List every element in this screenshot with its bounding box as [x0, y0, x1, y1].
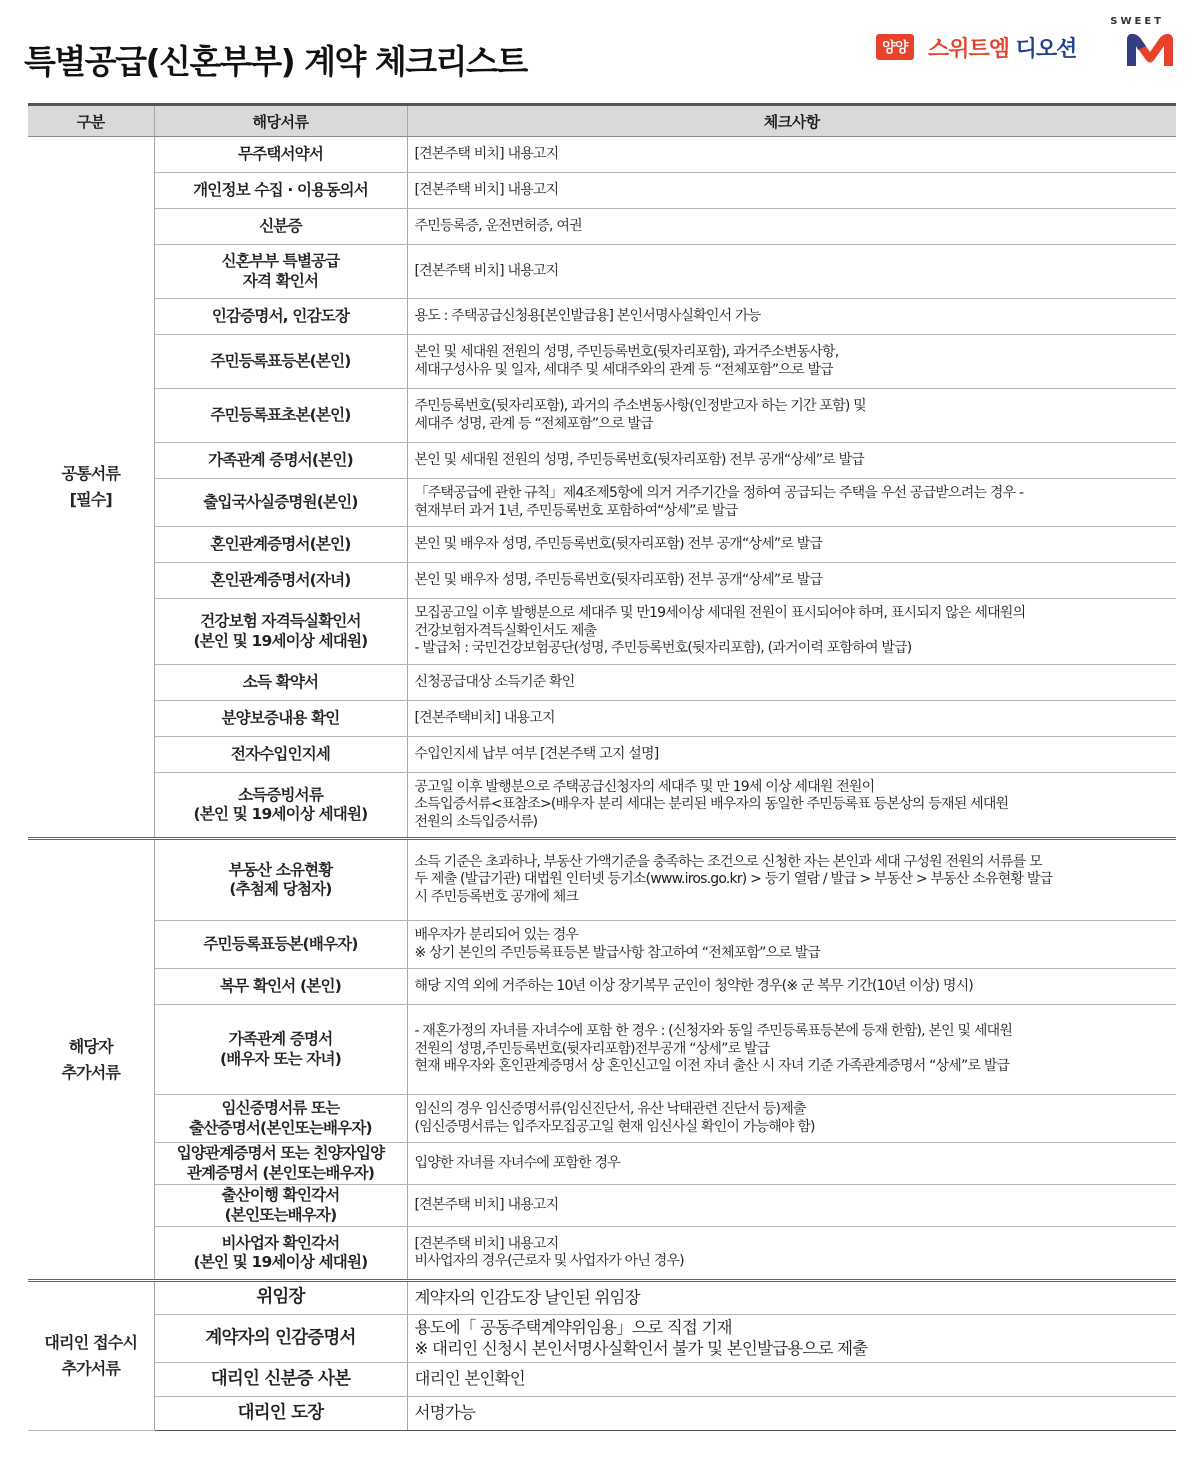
check-item: 주민등록번호(뒷자리포함), 과거의 주소변동사항(인정받고자 하는 기간 포함) 및 세대주 성명, 관계 등 “전체포함”으로 발급	[407, 389, 1176, 443]
check-item: 용도에「 공동주택계약위임용」으로 직접 기재 ※ 대리인 신청시 본인서명사실확인서 불가 및 본인발급용으로 제출	[407, 1315, 1176, 1363]
brand-name-part1: 스위트엠	[928, 37, 1016, 62]
check-item: 계약자의 인감도장 날인된 위임장	[407, 1281, 1176, 1315]
table-header-row	[28, 105, 1176, 137]
check-item: 본인 및 세대원 전원의 성명, 주민등록번호(뒷자리포함), 과거주소변동사항, 세대구성사유 및 일자, 세대주 및 세대주와의 관계 등 “전체포함”으로 발급	[407, 335, 1176, 389]
table-row	[28, 1315, 1176, 1363]
table-row	[28, 1185, 1176, 1227]
check-item: 임신의 경우 임신증명서류(임신진단서, 유산 낙태관련 진단서 등)제출 (임신증명서류는 입주자모집공고일 현재 임신사실 확인이 가능해야 함)	[407, 1095, 1176, 1143]
m-logo-icon	[1124, 30, 1176, 68]
check-item: 대리인 본인확인	[407, 1363, 1176, 1397]
header-document: 해당서류	[154, 105, 407, 137]
table-row	[28, 921, 1176, 969]
check-item: 입양한 자녀를 자녀수에 포함한 경우	[407, 1143, 1176, 1185]
brand-name	[928, 32, 1076, 63]
table-row	[28, 299, 1176, 335]
table-row	[28, 1143, 1176, 1185]
check-item: 공고일 이후 발행분으로 주택공급신청자의 세대주 및 만 19세 이상 세대원 전원이 소득입증서류<표참조>(배우자 분리 세대는 분리된 배우자의 동일한 주민등록표 등본상의 등재된 세대원 전원의 소득입증서류)	[407, 773, 1176, 839]
header-category: 구분	[28, 105, 154, 137]
group-label: 해당자 추가서류	[28, 839, 154, 1281]
page-title: 특별공급(신혼부부) 계약 체크리스트	[24, 42, 527, 81]
document-name: 무주택서약서	[154, 137, 407, 173]
table-row	[28, 563, 1176, 599]
document-name: 신분증	[154, 209, 407, 245]
brand-name-part2: 디오션	[1015, 37, 1077, 62]
document-name: 출산이행 확인각서 (본인또는배우자)	[154, 1185, 407, 1227]
document-name: 혼인관계증명서(본인)	[154, 527, 407, 563]
brand-sweet-text: SWEET	[1110, 16, 1164, 27]
check-item: 본인 및 세대원 전원의 성명, 주민등록번호(뒷자리포함) 전부 공개“상세”로 발급	[407, 443, 1176, 479]
document-name: 가족관계 증명서 (배우자 또는 자녀)	[154, 1005, 407, 1095]
table-row	[28, 173, 1176, 209]
check-item: 해당 지역 외에 거주하는 10년 이상 장기복무 군인이 청약한 경우(※ 군 복무 기간(10년 이상) 명시)	[407, 969, 1176, 1005]
table-body	[28, 137, 1176, 1431]
document-name: 건강보험 자격득실확인서 (본인 및 19세이상 세대원)	[154, 599, 407, 665]
document-name: 계약자의 인감증명서	[154, 1315, 407, 1363]
document-name: 출입국사실증명원(본인)	[154, 479, 407, 527]
check-item: 모집공고일 이후 발행분으로 세대주 및 만19세이상 세대원 전원이 표시되어야 하며, 표시되지 않은 세대원의 건강보험자격득실확인서도 제출 - 발급처 : 국민건강보험공단(성명, 주민등록번호(뒷자리포함), (과거이력 포함하여 발급)	[407, 599, 1176, 665]
document-name: 위임장	[154, 1281, 407, 1315]
table-row	[28, 209, 1176, 245]
document-name: 대리인 신분증 사본	[154, 1363, 407, 1397]
table-row	[28, 335, 1176, 389]
table-row	[28, 1397, 1176, 1431]
table-row	[28, 1095, 1176, 1143]
check-item: [견본주택 비치] 내용고지 비사업자의 경우(근로자 및 사업자가 아닌 경우)	[407, 1227, 1176, 1281]
document-name: 소득증빙서류 (본인 및 19세이상 세대원)	[154, 773, 407, 839]
table-row	[28, 389, 1176, 443]
table-row	[28, 599, 1176, 665]
document-name: 임신증명서류 또는 출산증명서(본인또는배우자)	[154, 1095, 407, 1143]
table-row	[28, 701, 1176, 737]
document-name: 전자수입인지세	[154, 737, 407, 773]
document-name: 주민등록표초본(본인)	[154, 389, 407, 443]
table-row	[28, 1227, 1176, 1281]
check-item: 소득 기준은 초과하나, 부동산 가액기준을 충족하는 조건으로 신청한 자는 본인과 세대 구성원 전원의 서류를 모 두 제출 (발급기관) 대법원 인터넷 등기소(www.iros.go.kr) > 등기 열람 / 발급 > 부동산 > 부동산 소유현황 발급 시 주민등록번호 공개에 체크	[407, 839, 1176, 921]
table-row	[28, 443, 1176, 479]
check-item: - 재혼가정의 자녀를 자녀수에 포함 한 경우 : (신청자와 동일 주민등록표등본에 등재 한함), 본인 및 세대원 전원의 성명,주민등록번호(뒷자리포함)전부공개 “상세”로 발급 현재 배우자와 혼인관계증명서 상 혼인신고일 이전 자녀 출산 시 자녀 기준 가족관계증명서 “상세”로 발급	[407, 1005, 1176, 1095]
document-name: 대리인 도장	[154, 1397, 407, 1431]
check-item: [견본주택 비치] 내용고지	[407, 1185, 1176, 1227]
group-label: 공통서류 [필수]	[28, 137, 154, 839]
check-item: 본인 및 배우자 성명, 주민등록번호(뒷자리포함) 전부 공개“상세”로 발급	[407, 527, 1176, 563]
brand-location-badge: 양양	[876, 34, 914, 60]
check-item: 수입인지세 납부 여부 [견본주택 고지 설명]	[407, 737, 1176, 773]
document-name: 주민등록표등본(배우자)	[154, 921, 407, 969]
check-item: 주민등록증, 운전면허증, 여권	[407, 209, 1176, 245]
check-item: 본인 및 배우자 성명, 주민등록번호(뒷자리포함) 전부 공개“상세”로 발급	[407, 563, 1176, 599]
check-item: [견본주택 비치] 내용고지	[407, 173, 1176, 209]
check-item: 서명가능	[407, 1397, 1176, 1431]
table-row	[28, 969, 1176, 1005]
document-name: 인감증명서, 인감도장	[154, 299, 407, 335]
check-item: 배우자가 분리되어 있는 경우 ※ 상기 본인의 주민등록표등본 발급사항 참고하여 “전체포함”으로 발급	[407, 921, 1176, 969]
document-name: 비사업자 확인각서 (본인 및 19세이상 세대원)	[154, 1227, 407, 1281]
group-label: 대리인 접수시 추가서류	[28, 1281, 154, 1431]
document-name: 소득 확약서	[154, 665, 407, 701]
document-name: 개인정보 수집 · 이용동의서	[154, 173, 407, 209]
document-name: 입양관계증명서 또는 친양자입양 관계증명서 (본인또는배우자)	[154, 1143, 407, 1185]
check-item: [견본주택 비치] 내용고지	[407, 245, 1176, 299]
check-item: 신청공급대상 소득기준 확인	[407, 665, 1176, 701]
table-row	[28, 773, 1176, 839]
brand-logo	[876, 16, 1176, 68]
header-checkpoint: 체크사항	[407, 105, 1176, 137]
check-item: 용도 : 주택공급신청용[본인발급용] 본인서명사실확인서 가능	[407, 299, 1176, 335]
table-row	[28, 665, 1176, 701]
table-row	[28, 839, 1176, 921]
document-name: 부동산 소유현황 (추첨제 당첨자)	[154, 839, 407, 921]
checklist-table	[28, 103, 1176, 1431]
table-row	[28, 1281, 1176, 1315]
table-row	[28, 245, 1176, 299]
table-row	[28, 137, 1176, 173]
table-row	[28, 527, 1176, 563]
document-name: 혼인관계증명서(자녀)	[154, 563, 407, 599]
table-row	[28, 1005, 1176, 1095]
table-row	[28, 737, 1176, 773]
table-row	[28, 1363, 1176, 1397]
document-name: 신혼부부 특별공급 자격 확인서	[154, 245, 407, 299]
document-name: 가족관계 증명서(본인)	[154, 443, 407, 479]
table-row	[28, 479, 1176, 527]
check-item: [견본주택비치] 내용고지	[407, 701, 1176, 737]
document-name: 분양보증내용 확인	[154, 701, 407, 737]
check-item: 「주택공급에 관한 규칙」제4조제5항에 의거 거주기간을 정하여 공급되는 주택을 우선 공급받으려는 경우 - 현재부터 과거 1년, 주민등록번호 포함하여“상세”로 발급	[407, 479, 1176, 527]
document-name: 복무 확인서 (본인)	[154, 969, 407, 1005]
check-item: [견본주택 비치] 내용고지	[407, 137, 1176, 173]
document-name: 주민등록표등본(본인)	[154, 335, 407, 389]
